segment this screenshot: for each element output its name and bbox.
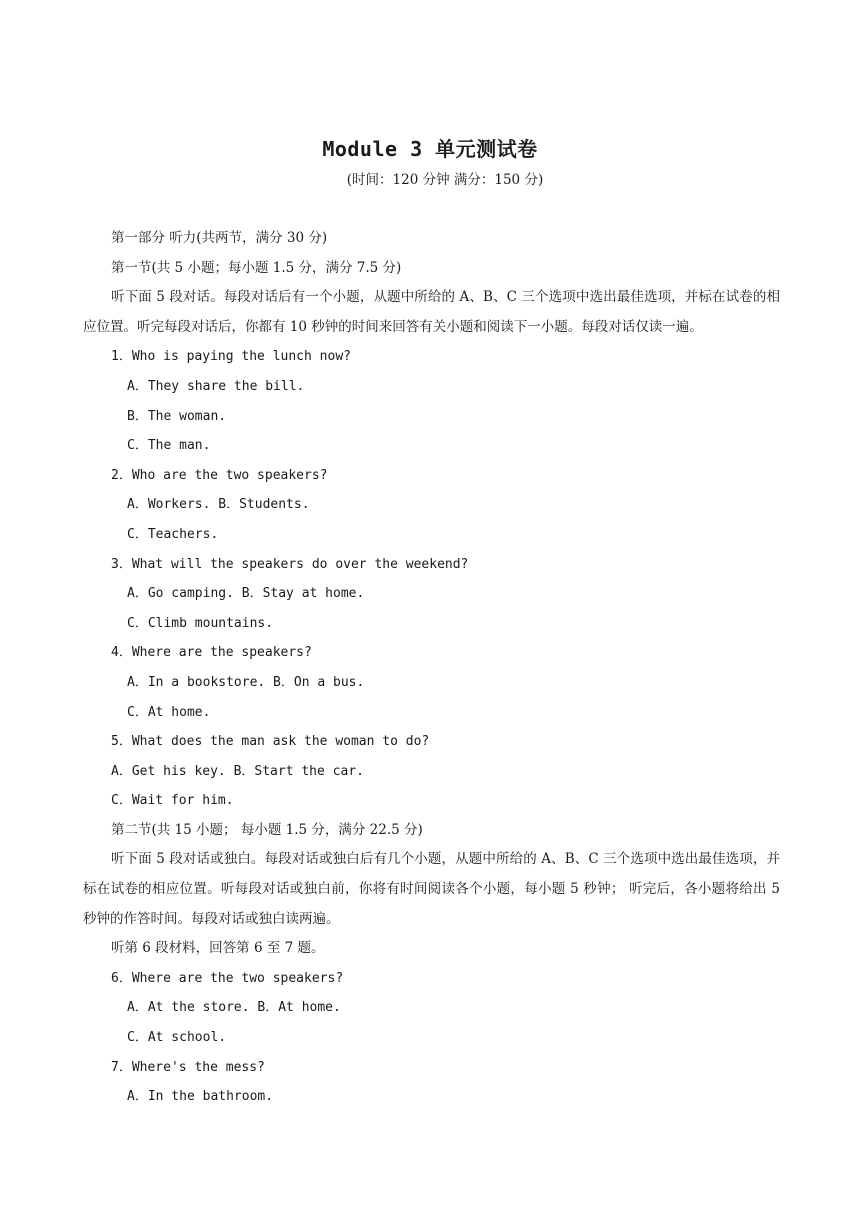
q1-option-a: A．They share the bill. xyxy=(127,378,305,394)
part1-heading: 第一部分 听力(共两节，满分 30 分) xyxy=(111,230,328,246)
q5-options-ab: A．Get his key. B．Start the car. xyxy=(111,763,364,779)
section1-instructions: 听下面 5 段对话。每段对话后有一个小题，从题中所给的 A、B、C 三个选项中选出最佳选项，并标在试卷的相应位置。听完每段对话后，你都有 10 秒钟的时间来回答有关小题和阅读下一小题。每段对话仅读一遍。 xyxy=(83,289,780,335)
q1-option-c: C．The man. xyxy=(127,438,211,454)
q3-options-ab: A．Go camping. B．Stay at home. xyxy=(127,586,365,602)
page-title: Module 3 单元测试卷 xyxy=(322,137,538,161)
material-6-note: 听第 6 段材料，回答第 6 至 7 题。 xyxy=(111,940,325,957)
question-4: 4．Where are the speakers? xyxy=(111,645,312,661)
section2-heading: 第二节(共 15 小题； 每小题 1.5 分，满分 22.5 分) xyxy=(111,821,423,838)
q2-option-c: C．Teachers. xyxy=(127,526,219,542)
exam-content xyxy=(83,224,783,1112)
q6-options-ab: A．At the store. B．At home. xyxy=(127,1000,341,1016)
question-1: 1．Who is paying the lunch now? xyxy=(111,349,351,365)
question-3: 3．What will the speakers do over the weekend? xyxy=(111,556,469,572)
page-subtitle: (时间：120 分钟 满分：150 分) xyxy=(346,172,544,188)
question-5: 5．What does the man ask the woman to do? xyxy=(111,734,430,750)
q3-option-c: C．Climb mountains. xyxy=(127,615,274,631)
section1-heading: 第一节(共 5 小题；每小题 1.5 分，满分 7.5 分) xyxy=(111,259,402,276)
q2-options-ab: A．Workers. B．Students. xyxy=(127,497,310,513)
q7-option-a: A．In the bathroom. xyxy=(127,1089,274,1105)
q4-options-ab: A．In a bookstore. B．On a bus. xyxy=(127,674,365,690)
question-6: 6．Where are the two speakers? xyxy=(111,970,344,986)
question-7: 7．Where's the mess? xyxy=(111,1059,265,1075)
q1-option-b: B．The woman. xyxy=(127,408,227,424)
q5-option-c: C．Wait for him. xyxy=(111,793,234,809)
question-2: 2．Who are the two speakers? xyxy=(111,467,328,483)
q6-option-c: C．At school. xyxy=(127,1030,227,1046)
q4-option-c: C．At home. xyxy=(127,704,211,720)
section2-instructions: 听下面 5 段对话或独白。每段对话或独白后有几个小题，从题中所给的 A、B、C 三个选项中选出最佳选项，并标在试卷的相应位置。听每段对话或独白前，你将有时间阅读各个小题，每小题 5 秒钟； 听完后，各小题将给出 5 秒钟的作答时间。每段对话或独白读两遍。 xyxy=(83,851,780,927)
